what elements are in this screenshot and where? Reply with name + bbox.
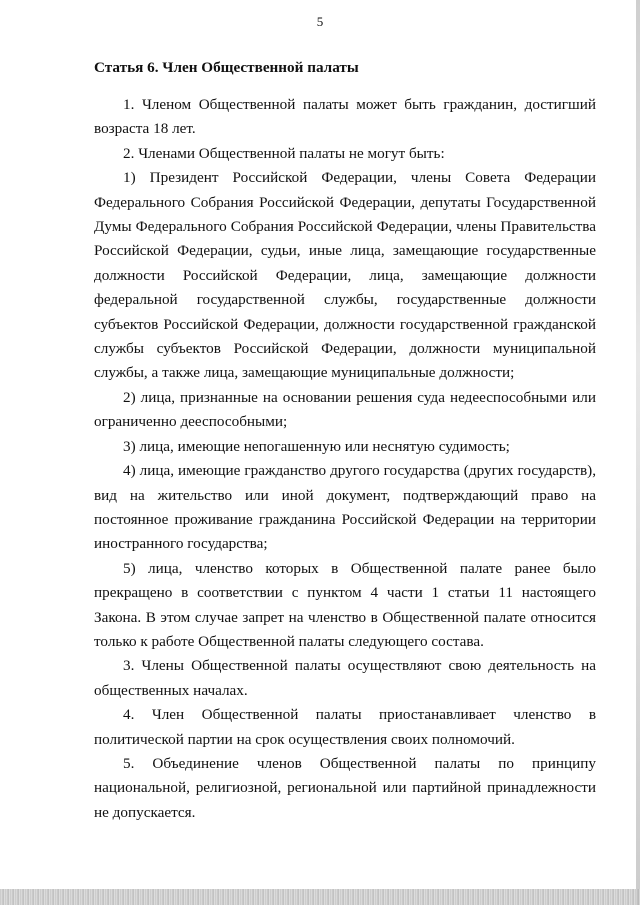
paragraph-1: 1. Членом Общественной палаты может быть гражданин, достигший возраста 18 лет. <box>94 96 596 138</box>
paragraph-2: 2. Членами Общественной палаты не могут быть: <box>123 144 445 162</box>
paragraph-5: 5. Объединение членов Общественной палаты по принципу национальной, религиозной, региональной или партийной принадлежности не допускается. <box>94 754 596 821</box>
paragraph-2-item-1: 1) Президент Российской Федерации, члены Совета Федерации Федерального Собрания Российской Федерации, депутаты Государственной Думы Федерального Собрания Российской Федерации, члены Правительства Российской Федерации, судьи, иные лица, замещающие государственные должности Российской Федерации, лица, замещающие должности федеральной государственной службы, государственные должности субъектов Российской Федерации, должности государственной гражданской службы субъектов Российской Федерации, должности муниципальной службы, а также лица, замещающие муниципальные должности; <box>94 169 596 382</box>
article-title: Статья 6. Член Общественной палаты <box>94 59 359 76</box>
scan-edge-bottom <box>0 889 640 905</box>
paragraph-2-item-3: 3) лица, имеющие непогашенную или неснятую судимость; <box>123 437 510 455</box>
paragraph-2-item-2: 2) лица, признанные на основании решения суда недееспособными или ограниченно дееспособными; <box>94 388 596 431</box>
document-body <box>94 58 596 825</box>
paragraph-2-item-4: 4) лица, имеющие гражданство другого государства (других государств), вид на жительство или иной документ, подтверждающий право на постоянное проживание гражданина Российской Федерации на территории иностранного государства; <box>94 462 596 553</box>
paragraph-4: 4. Член Общественной палаты приостанавливает членство в политической партии на срок осуществления своих полномочий. <box>94 706 596 748</box>
paragraph-3: 3. Члены Общественной палаты осуществляют свою деятельность на общественных началах. <box>94 657 596 699</box>
page-number: 5 <box>316 14 324 29</box>
paragraph-2-item-5: 5) лица, членство которых в Общественной палате ранее было прекращено в соответствии с пунктом 4 части 1 статьи 11 настоящего Закона. В этом случае запрет на членство в Общественной палате относится только к работе Общественной палаты следующего состава. <box>94 559 596 650</box>
scan-edge-right <box>636 0 640 905</box>
